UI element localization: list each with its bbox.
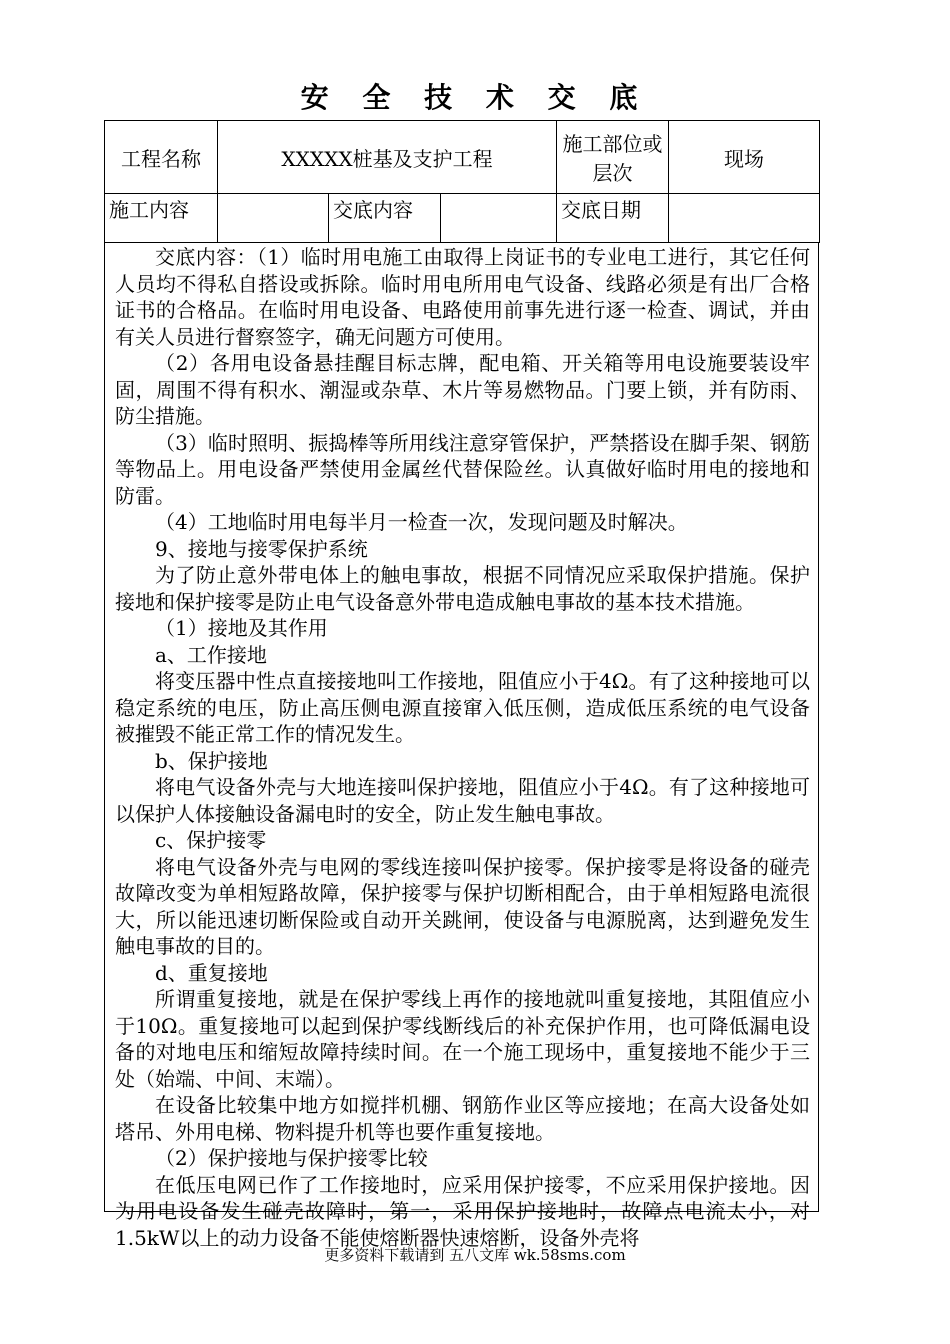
paragraph: 将变压器中性点直接接地叫工作接地，阻值应小于4Ω。有了这种接地可以稳定系统的电压，防止高压侧电源直接窜入低压侧，造成低压系统的电气设备被摧毁不能正常工作的情况发生。 (115, 669, 810, 746)
paragraph: 将电气设备外壳与大地连接叫保护接地，阻值应小于4Ω。有了这种接地可以保护人体接触设备漏电时的安全，防止发生触电事故。 (115, 775, 810, 826)
paragraph: 在低压电网已作了工作接地时，应采用保护接零，不应采用保护接地。因为用电设备发生碰壳故障时，第一，采用保护接地时，故障点电流太小，对1.5kW以上的动力设备不能使熔断器快速熔断，设备外壳将 (115, 1172, 810, 1250)
project-name-label: 工程名称 (105, 121, 218, 194)
date-value (669, 194, 820, 243)
subsection-heading: （2）保护接地与保护接零比较 (155, 1146, 428, 1170)
paragraph: 为了防止意外带电体上的触电事故，根据不同情况应采取保护措施。保护接地和保护接零是防止电气设备意外带电造成触电事故的基本技术措施。 (115, 563, 810, 614)
item-heading: a、工作接地 (155, 642, 267, 667)
item-heading: c、保护接零 (155, 828, 267, 852)
location-value: 现场 (669, 121, 820, 194)
paragraph: 将电气设备外壳与电网的零线连接叫保护接零。保护接零是将设备的碰壳故障改变为单相短路故障，保护接零与保护切断相配合，由于单相短路电流很大，所以能迅速切断保险或自动开关跳闸，使设备与电源脱离，达到避免发生触电事故的目的。 (115, 854, 810, 958)
header-table (104, 120, 820, 243)
paragraph: 所谓重复接地，就是在保护零线上再作的接地就叫重复接地，其阻值应小于10Ω。重复接地可以起到保护零线断线后的补充保护作用，也可降低漏电设备的对地电压和缩短故障持续时间。在一个施工现场中，重复接地不能少于三处（始端、中间、末端）。 (115, 987, 810, 1091)
content-label: 施工内容 (105, 194, 218, 243)
body-box (104, 242, 819, 1250)
item-heading: b、保护接地 (155, 748, 268, 773)
date-label: 交底日期 (557, 194, 669, 243)
location-label: 施工部位或层次 (557, 121, 669, 194)
paragraph: 在设备比较集中地方如搅拌机棚、钢筋作业区等应接地；在高大设备处如塔吊、外用电梯、物料提升机等也要作重复接地。 (115, 1093, 810, 1144)
section-heading: 9、接地与接零保护系统 (155, 536, 368, 561)
paragraph: （4）工地临时用电每半月一检查一次，发现问题及时解决。 (155, 510, 688, 534)
document-title: 安 全 技 术 交 底 (300, 81, 650, 114)
item-heading: d、重复接地 (155, 960, 268, 985)
paragraph: （3）临时照明、振捣棒等所用线注意穿管保护，严禁搭设在脚手架、钢筋等物品上。用电设备严禁使用金属丝代替保险丝。认真做好临时用电的接地和防雷。 (115, 430, 810, 508)
brief-label: 交底内容 (329, 194, 441, 243)
subsection-heading: （1）接地及其作用 (155, 616, 328, 640)
brief-value (441, 194, 557, 243)
paragraph: （2）各用电设备悬挂醒目标志牌，配电箱、开关箱等用电设施要装设牢固，周围不得有积水、潮湿或杂草、木片等易燃物品。门要上锁，并有防雨、防尘措施。 (115, 351, 810, 428)
content-value (218, 194, 329, 243)
paragraph: 交底内容：（1）临时用电施工由取得上岗证书的专业电工进行，其它任何人员均不得私自搭设或拆除。临时用电所用电气设备、线路必须是有出厂合格证书的合格品。在临时用电设备、电路使用前事先进行逐一检查、调试，并由有关人员进行督察签字，确无问题方可使用。 (115, 245, 810, 349)
project-name-value: XXXXX桩基及支护工程 (218, 121, 557, 194)
body-text (105, 242, 818, 1251)
footer-note: 更多资料下载请到 五八文库 wk.58sms.com (324, 1246, 626, 1264)
